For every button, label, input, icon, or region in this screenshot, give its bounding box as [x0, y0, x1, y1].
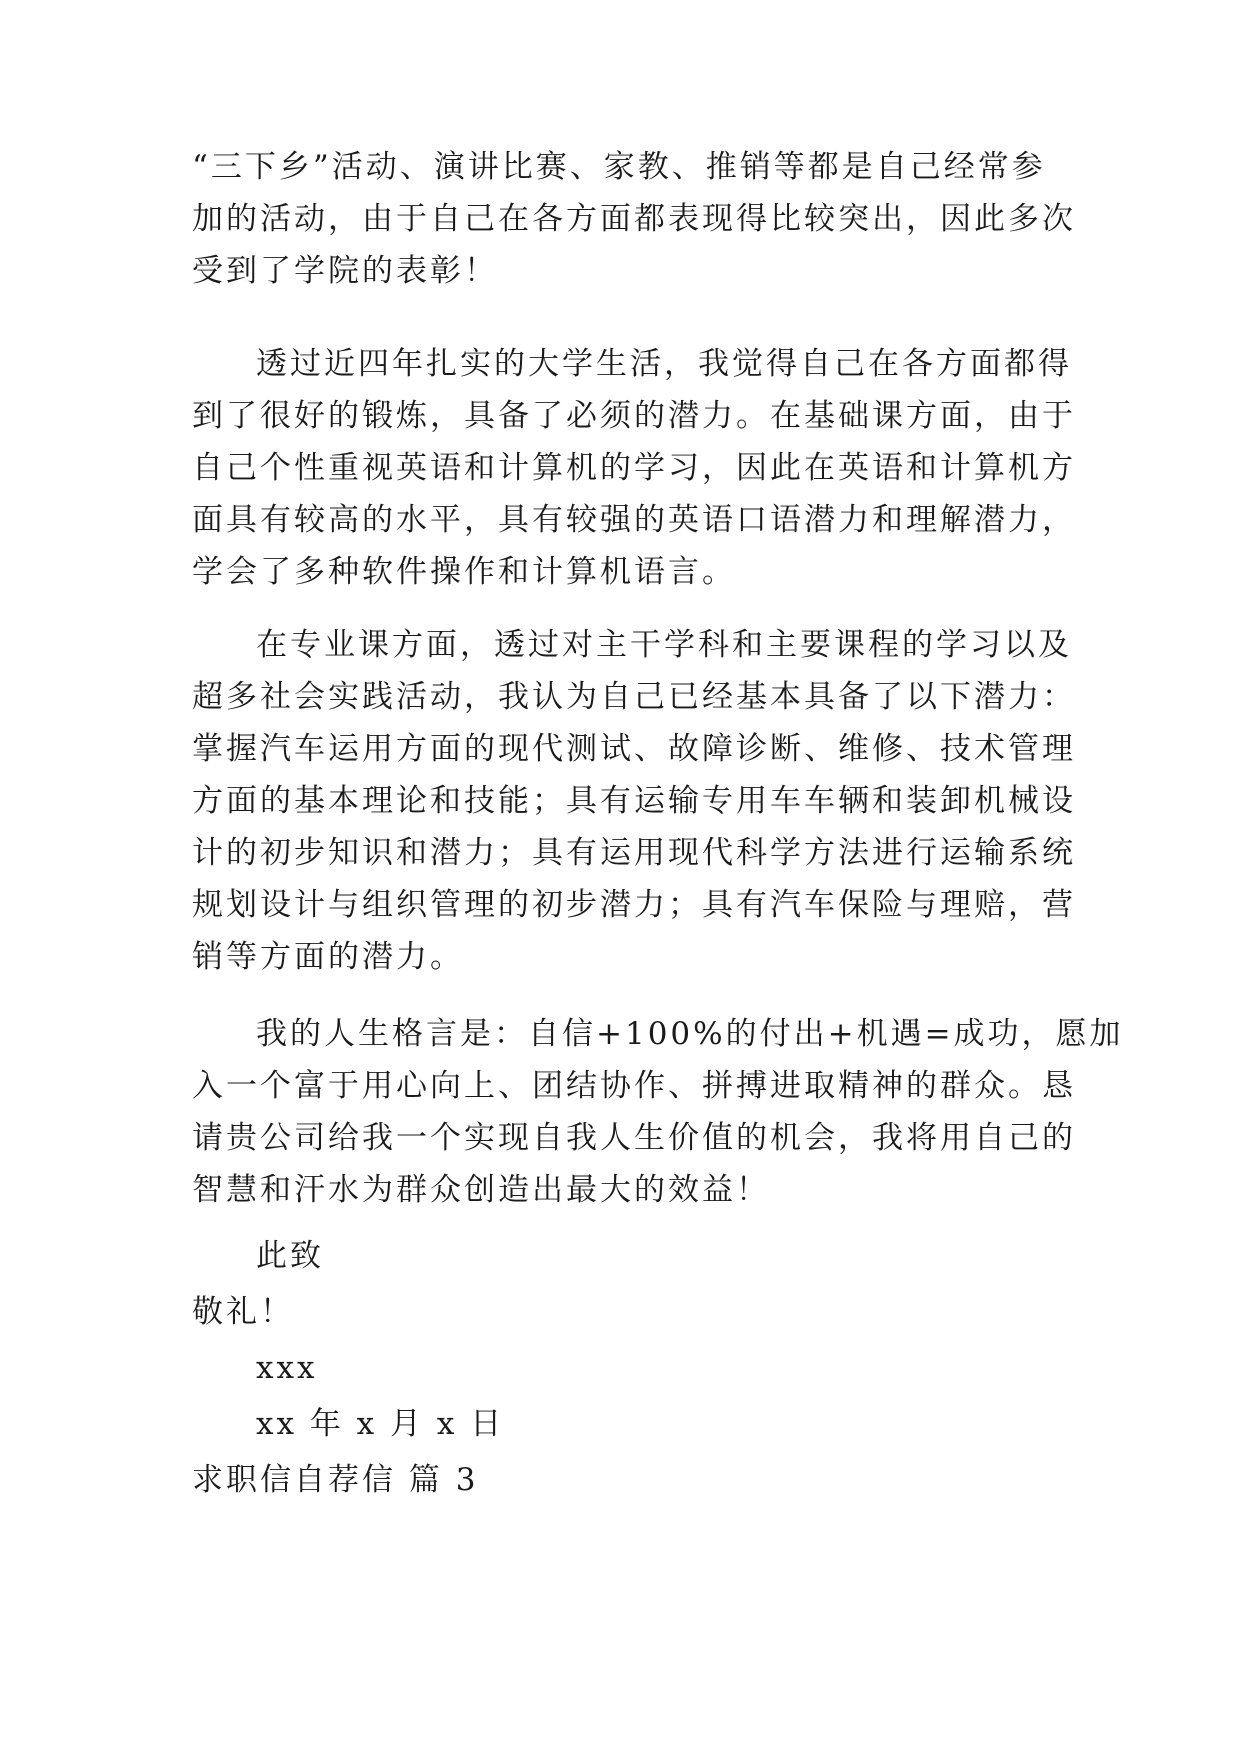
signature-date: xx 年 x 月 x 日 — [256, 1406, 505, 1442]
next-section-heading: 求职信自荐信 篇 3 — [192, 1462, 479, 1498]
paragraph-4-line-4: 智慧和汗水为群众创造出最大的效益！ — [192, 1172, 770, 1208]
paragraph-2-line-2: 到了很好的锻炼，具备了必须的潜力。在基础课方面，由于 — [192, 398, 1076, 434]
paragraph-3-line-7: 销等方面的潜力。 — [192, 939, 464, 975]
paragraph-2-line-4: 面具有较高的水平，具有较强的英语口语潜力和理解潜力， — [192, 502, 1076, 538]
salute-text: 敬礼！ — [192, 1294, 294, 1330]
paragraph-4-line-2: 入一个富于用心向上、团结协作、拼搏进取精神的群众。恳 — [192, 1068, 1076, 1104]
paragraph-1-line-2: 加的活动，由于自己在各方面都表现得比较突出，因此多次 — [192, 201, 1076, 237]
paragraph-1-line-1: “三下乡”活动、演讲比赛、家教、推销等都是自己经常参 — [192, 149, 1046, 185]
closing-text: 此致 — [256, 1238, 324, 1274]
paragraph-4-line-3: 请贵公司给我一个实现自我人生价值的机会，我将用自己的 — [192, 1120, 1076, 1156]
paragraph-3-line-4: 方面的基本理论和技能；具有运输专用车车辆和装卸机械设 — [192, 783, 1076, 819]
paragraph-2-line-3: 自己个性重视英语和计算机的学习，因此在英语和计算机方 — [192, 450, 1076, 486]
signature-name: xxx — [256, 1350, 318, 1386]
paragraph-1-line-3: 受到了学院的表彰！ — [192, 253, 498, 289]
paragraph-4-line-1: 我的人生格言是：自信+100%的付出+机遇=成功，愿加 — [256, 1016, 1124, 1052]
paragraph-3-line-1: 在专业课方面，透过对主干学科和主要课程的学习以及 — [256, 627, 1072, 663]
paragraph-2-line-1: 透过近四年扎实的大学生活，我觉得自己在各方面都得 — [256, 346, 1072, 382]
paragraph-3-line-2: 超多社会实践活动，我认为自己已经基本具备了以下潜力： — [192, 679, 1076, 715]
paragraph-2-line-5: 学会了多种软件操作和计算机语言。 — [192, 554, 736, 590]
paragraph-3-line-5: 计的初步知识和潜力；具有运用现代科学方法进行运输系统 — [192, 835, 1076, 871]
paragraph-3-line-3: 掌握汽车运用方面的现代测试、故障诊断、维修、技术管理 — [192, 731, 1076, 767]
paragraph-3-line-6: 规划设计与组织管理的初步潜力；具有汽车保险与理赔，营 — [192, 887, 1076, 923]
